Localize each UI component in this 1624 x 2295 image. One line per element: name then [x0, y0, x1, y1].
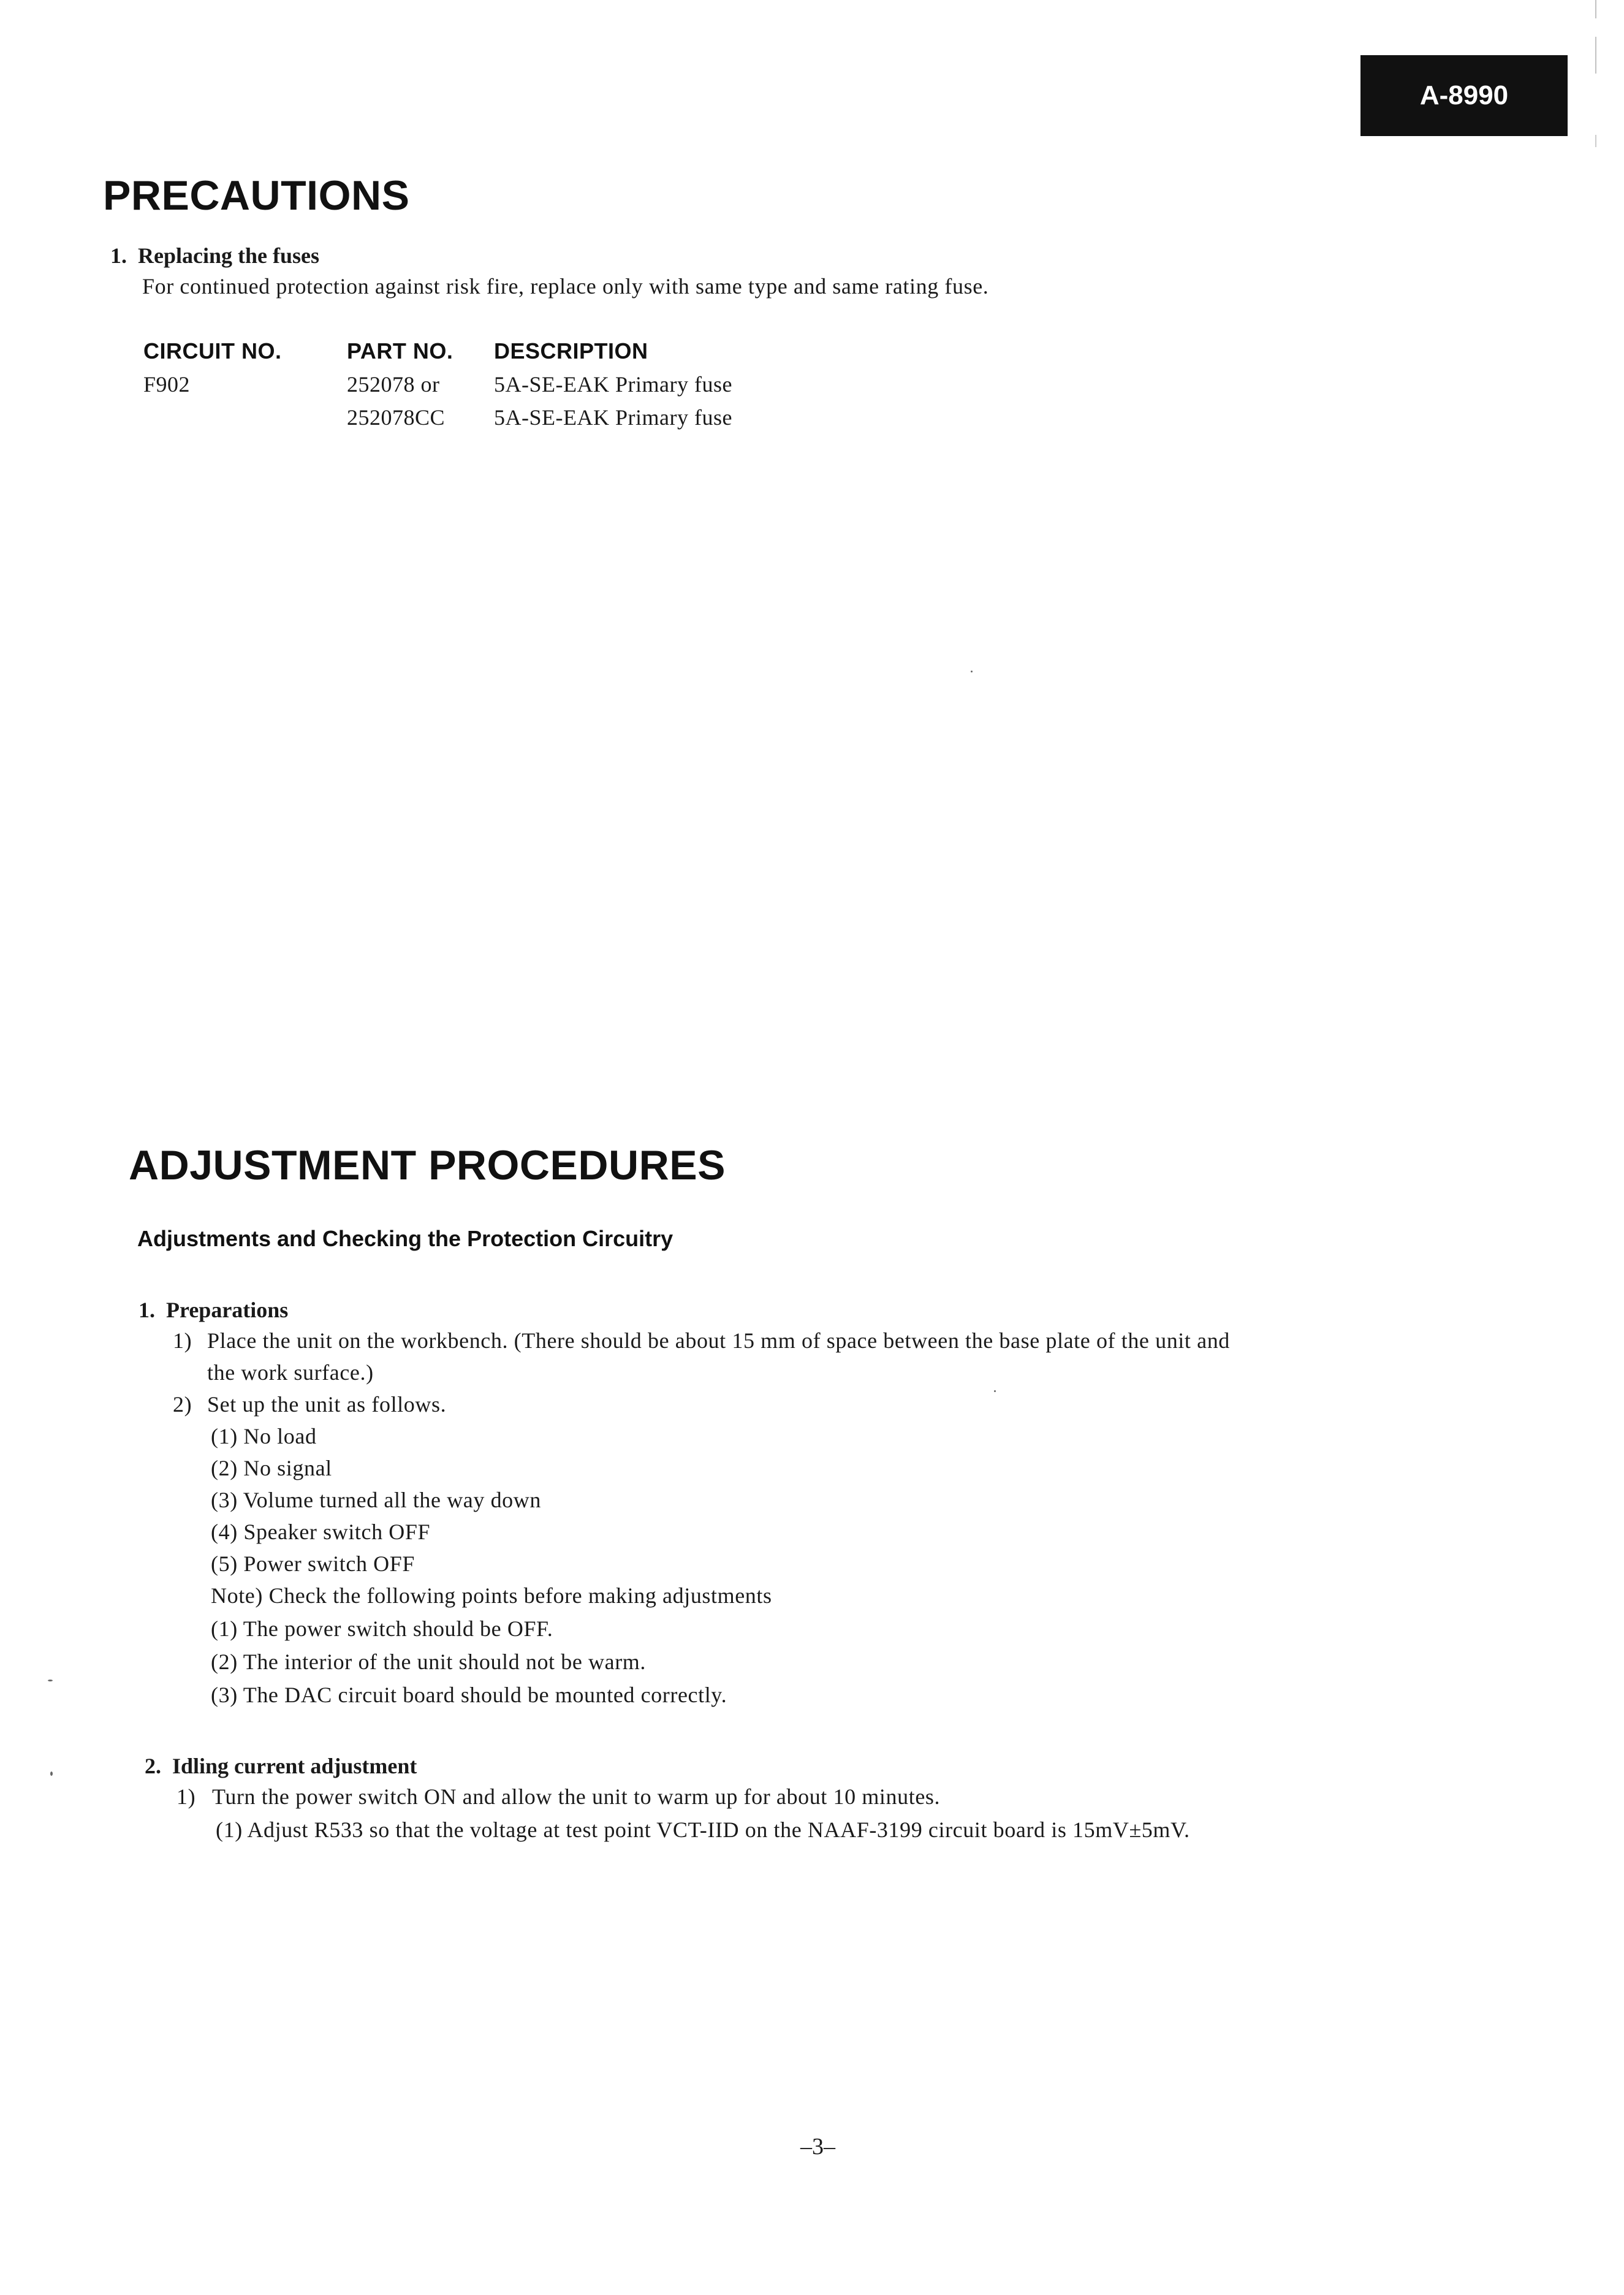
fuse-table-row-2-part: 252078CC — [347, 405, 446, 430]
fuse-table-row-2-description: 5A-SE-EAK Primary fuse — [494, 405, 732, 430]
fuse-table-row-1-circuit: F902 — [143, 372, 191, 397]
idling-step-1-text: Turn the power switch ON and allow the unit to warm up for about 10 minutes. — [212, 1784, 941, 1809]
preparations-step-1-line-1: Place the unit on the workbench. (There should be about 15 mm of space between the base plate of the unit and — [207, 1328, 1230, 1353]
setup-item-3: (3) Volume turned all the way down — [211, 1488, 541, 1512]
preparations-step-2-number: 2) — [173, 1392, 192, 1417]
setup-item-5: (5) Power switch OFF — [211, 1551, 415, 1576]
check-item-2: (2) The interior of the unit should not be warm. — [211, 1650, 646, 1674]
precautions-heading: PRECAUTIONS — [103, 172, 410, 219]
fuse-table-header-description: DESCRIPTION — [494, 338, 648, 363]
adjustment-subheading: Adjustments and Checking the Protection Circuitry — [137, 1226, 674, 1251]
scan-speck — [971, 671, 973, 672]
preparations-note: Note) Check the following points before making adjustments — [211, 1583, 772, 1608]
idling-sub-step-1: (1) Adjust R533 so that the voltage at test point VCT-IID on the NAAF-3199 circuit board is 15mV±5mV. — [216, 1817, 1190, 1842]
scan-speck — [50, 1772, 53, 1776]
fuse-table-row-1-part: 252078 or — [347, 372, 440, 397]
model-number-tab — [1360, 55, 1568, 136]
scan-speck — [994, 1390, 996, 1392]
idling-current-title: 2. Idling current adjustment — [145, 1754, 417, 1778]
fuse-table-header-circuit: CIRCUIT NO. — [143, 338, 282, 363]
fuse-table-row-1-description: 5A-SE-EAK Primary fuse — [494, 372, 732, 397]
scan-edge-mark — [1595, 0, 1596, 674]
check-item-1: (1) The power switch should be OFF. — [211, 1616, 553, 1641]
idling-step-1-number: 1) — [176, 1784, 196, 1809]
fuse-table-header-part: PART NO. — [347, 338, 453, 363]
precautions-item-1-text: For continued protection against risk fire, replace only with same type and same rating fuse. — [142, 274, 989, 299]
preparations-step-2-text: Set up the unit as follows. — [207, 1392, 447, 1417]
setup-item-2: (2) No signal — [211, 1456, 332, 1480]
preparations-title: 1. Preparations — [138, 1298, 289, 1322]
setup-item-1: (1) No load — [211, 1424, 317, 1448]
precautions-item-1-title: 1. Replacing the fuses — [110, 243, 319, 268]
check-item-3: (3) The DAC circuit board should be mounted correctly. — [211, 1683, 727, 1707]
adjustment-heading: ADJUSTMENT PROCEDURES — [129, 1142, 726, 1189]
preparations-step-1-number: 1) — [173, 1328, 192, 1353]
page-number: –3– — [800, 2134, 835, 2160]
setup-item-4: (4) Speaker switch OFF — [211, 1520, 431, 1544]
model-number: A-8990 — [1419, 80, 1509, 110]
scan-speck — [48, 1680, 53, 1681]
preparations-step-1-line-2: the work surface.) — [207, 1360, 374, 1385]
